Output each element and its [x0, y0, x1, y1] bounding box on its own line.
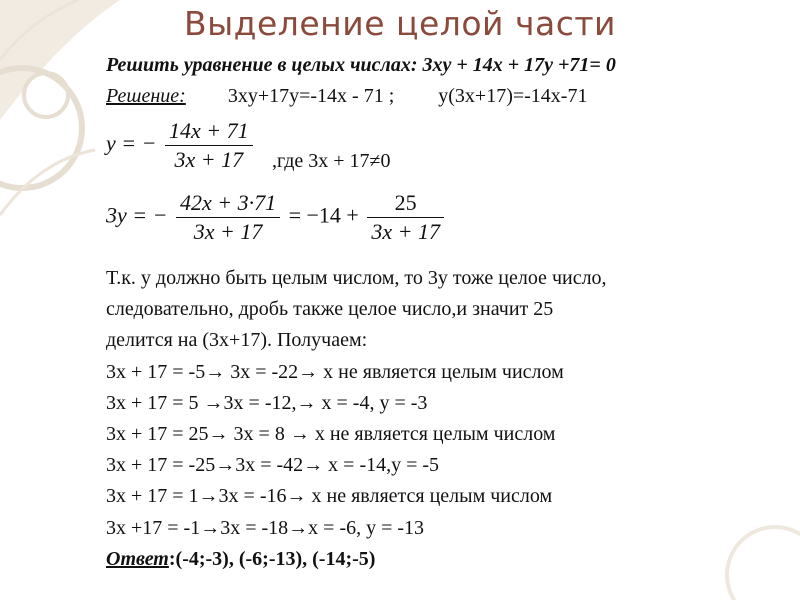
solution-step1: 3xy+17y=-14x - 71 ; — [227, 85, 395, 107]
formula1-numerator: 14x + 71 — [165, 118, 253, 146]
formula1-denominator: 3x + 17 — [174, 147, 244, 172]
formula1-lhs: y = − — [106, 130, 157, 156]
formula2-fraction2 — [367, 190, 444, 245]
formula1-condition: ,где 3x + 17≠0 — [272, 150, 391, 172]
problem-statement — [106, 54, 616, 77]
case-line: 3x + 17 = -25→3x = -42→ x = -14,y = -5 — [106, 454, 440, 477]
explanation-line: следовательно, дробь также целое число,и значит 25 — [106, 298, 554, 321]
case-line: 3x +17 = -1→3x = -18→x = -6, y = -13 — [106, 516, 425, 539]
solution-step2: y(3x+17)=-14x-71 — [438, 85, 588, 107]
formula2-numerator2: 25 — [367, 190, 444, 218]
formula2-denominator2: 3x + 17 — [371, 219, 440, 244]
formula-3y — [106, 190, 447, 245]
explanation-block — [106, 263, 607, 575]
formula2-fraction — [176, 190, 280, 245]
problem-equation: 3xy + 14x + 17y +71= 0 — [422, 54, 616, 76]
solution-label: Решение: — [106, 85, 186, 107]
case-line: 3x + 17 = 25→ 3x = 8 → x не является целым числом — [106, 423, 556, 446]
explanation-line: Т.к. y должно быть целым числом, то 3y тоже целое число, — [106, 267, 607, 289]
slide-title: Выделение целой части — [183, 4, 617, 43]
formula2-lhs: 3y = − — [106, 202, 168, 228]
answer-value: :(-4;-3), (-6;-13), (-14;-5) — [168, 547, 376, 570]
answer-line — [106, 544, 607, 575]
explanation-line: делится на (3x+17). Получаем: — [106, 329, 368, 352]
formula2-denominator: 3x + 17 — [193, 219, 263, 244]
case-line: 3x + 17 = -5→ 3x = -22→ x не является целым числом — [106, 360, 564, 383]
formula2-middle: = −14 + — [288, 202, 359, 228]
case-line: 3x + 17 = 1→3x = -16→ x не является целым числом — [106, 485, 553, 508]
formula1-fraction — [165, 118, 253, 173]
answer-label: Ответ — [106, 547, 169, 570]
formula-y — [106, 118, 256, 173]
formula2-numerator: 42x + 3·71 — [176, 190, 280, 218]
problem-prefix: Решить уравнение в целых числах: — [106, 54, 418, 76]
case-line: 3x + 17 = 5 →3x = -12,→ x = -4, y = -3 — [106, 391, 428, 414]
solution-line — [106, 85, 587, 108]
